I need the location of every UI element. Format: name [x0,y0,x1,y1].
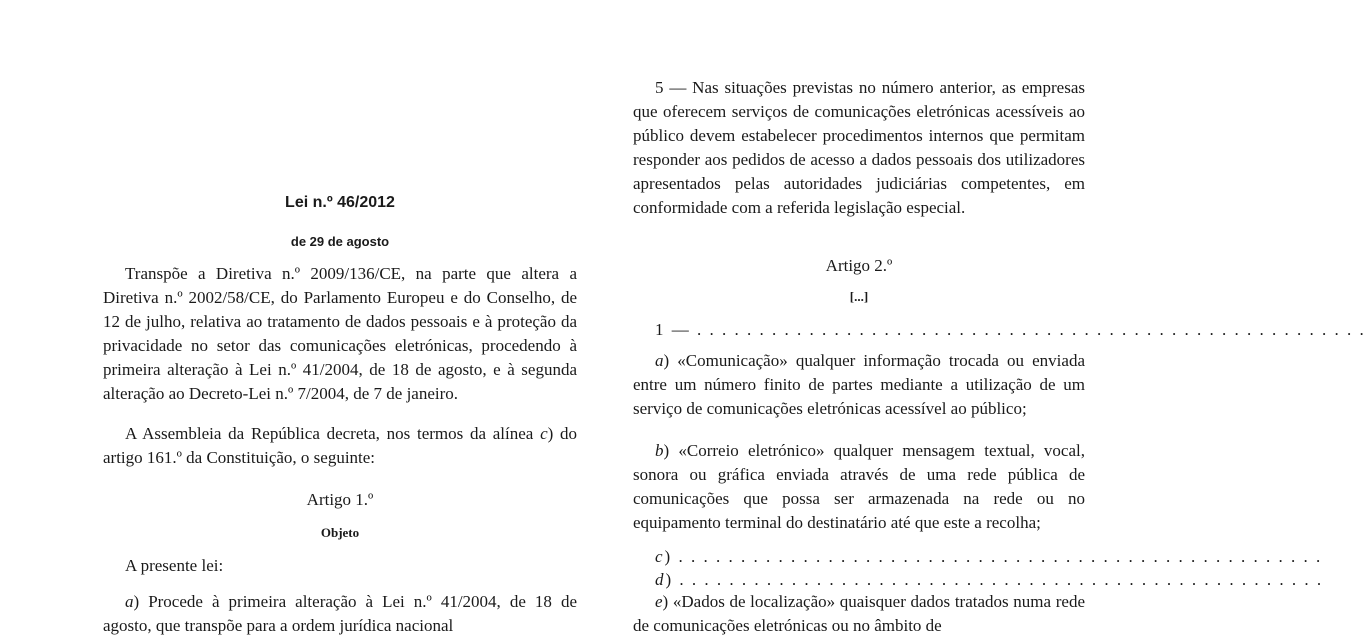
article-2-heading: Artigo 2.º [825,256,893,275]
article-2-ellipsis: [...] [849,289,869,304]
definition-e: e) «Dados de localização» quaisquer dados tratados numa rede de comunicações eletrónicas ou no âmbito de [633,592,1085,635]
definition-b: b) «Correio eletrónico» qualquer mensagem textual, vocal, sonora ou gráfica enviada através de uma rede pública de comunicações que possa ser armazenada na rede ou no equipamento terminal do destinatário até que este a recolha; [633,441,1085,532]
law-title: Lei n.º 46/2012 [285,194,395,211]
definition-c-dotted-line: c) . . . . . . . . . . . . . . . . . . . . . . . . . . . . . . . . . . . . . . . . . . . . . . . . . . . . [655,547,1323,566]
article-1-heading: Artigo 1.º [306,490,374,509]
paragraph-5: 5 — Nas situações previstas no número anterior, as empresas que oferecem serviços de comunicações eletrónicas acessíveis ao público devem estabelecer procedimentos internos que permitam responder aos pedidos de acesso a dados pessoais dos utilizadores apresentados pelas autoridades judiciárias competentes, em conformidade com a referida legislação especial. [633,78,1085,217]
article-1-lead: A presente lei: [125,556,224,575]
enactment-paragraph: A Assembleia da República decreta, nos termos da alínea c) do artigo 161.º da Constituição, o seguinte: [103,424,577,467]
definition-a: a) «Comunicação» qualquer informação trocada ou enviada entre um número finito de partes mediante a utilização de um serviço de comunicações eletrónicas acessível ao público; [633,351,1085,418]
law-date: de 29 de agosto [290,234,390,249]
definition-d-dotted-line: d) . . . . . . . . . . . . . . . . . . . . . . . . . . . . . . . . . . . . . . . . . . . . . . . . . . . . [655,570,1324,589]
item-1-dotted-line: 1 — . . . . . . . . . . . . . . . . . . . . . . . . . . . . . . . . . . . . . . . . . . . . . . . . . . . . . . [655,320,1366,339]
intro-paragraph: Transpõe a Diretiva n.º 2009/136/CE, na parte que altera a Diretiva n.º 2002/58/CE, do Parlamento Europeu e do Conselho, de 12 de julho, relativa ao tratamento de dados pessoais e à proteção da privacidade no setor das comunicações eletrónicas, procedendo à primeira alteração à Lei n.º 41/2004, de 18 de agosto, e à segunda alteração ao Decreto-Lei n.º 7/2004, de 7 de janeiro. [103,264,577,403]
article-1-title: Objeto [320,525,360,540]
article-1-item-a: a) Procede à primeira alteração à Lei n.º 41/2004, de 18 de agosto, que transpõe para a ordem jurídica nacional [103,592,577,635]
